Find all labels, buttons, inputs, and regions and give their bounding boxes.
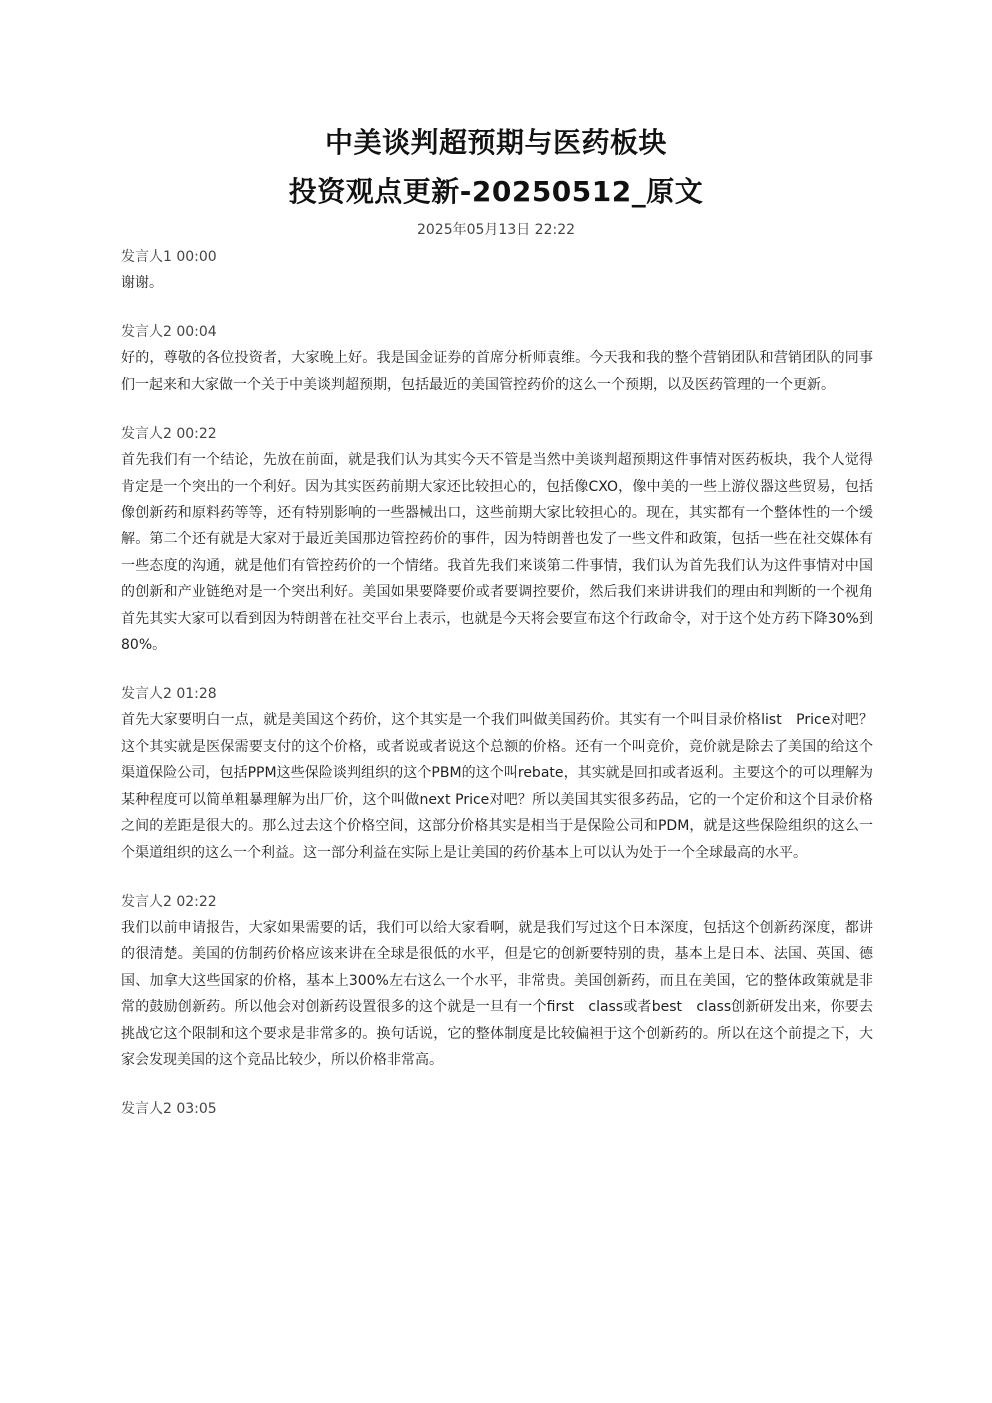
transcript-segment xyxy=(121,244,873,296)
speech-text: 谢谢。 xyxy=(121,275,163,291)
document-date: 2025年05月13日 22:22 xyxy=(416,222,576,238)
speech-text: 好的，尊敬的各位投资者，大家晚上好。我是国金证券的首席分析师袁维。今天我和我的整个营销团队和营销团队的同事们一起来和大家做一个关于中美谈判超预期，包括最近的美国管控药价的这么一个预期，以及医药管理的一个更新。 xyxy=(121,350,873,393)
speaker-timestamp: 发言人2 00:22 xyxy=(121,426,217,443)
transcript-segment xyxy=(121,889,873,1073)
transcript-segment xyxy=(121,319,873,398)
transcript-segment xyxy=(121,421,873,658)
speech-text: 我们以前申请报告，大家如果需要的话，我们可以给大家看啊，就是我们写过这个日本深度，包括这个创新药深度，都讲的很清楚。美国的仿制药价格应该来讲在全球是很低的水平，但是它的创新要特别的贵，基本上是日本、法国、英国、德国、加拿大这些国家的价格，基本上300%左右这么一个水平，非常贵。美国创新药，而且在美国，它的整体政策就是非常的鼓励创新药。所以他会对创新药设置很多的这个就是一旦有一个first class或者best class创新研发出来，你要去挑战它这个限制和这个要求是非常多的。换句话说，它的整体制度是比较偏袒于这个创新药的。所以在这个前提之下，大家会发现美国的这个竞品比较少，所以价格非常高。 xyxy=(121,919,873,1068)
speaker-timestamp: 发言人2 00:04 xyxy=(121,324,217,341)
transcript-segment xyxy=(121,681,873,865)
speaker-timestamp: 发言人1 00:00 xyxy=(121,249,217,265)
transcript-body xyxy=(121,244,873,1145)
speaker-timestamp: 发言人2 03:05 xyxy=(121,1101,217,1118)
document-title-line-2: 投资观点更新-20250512_原文 xyxy=(288,175,704,208)
transcript-segment xyxy=(121,1096,873,1122)
speaker-timestamp: 发言人2 02:22 xyxy=(121,893,217,910)
document-title-line-1: 中美谈判超预期与医药板块 xyxy=(324,126,667,159)
speech-text: 首先我们有一个结论，先放在前面，就是我们认为其实今天不管是当然中美谈判超预期这件事情对医药板块，我个人觉得肯定是一个突出的一个利好。因为其实医药前期大家还比较担心的，包括像CXO，像中美的一些上游仪器这些贸易，包括像创新药和原料药等等，还有特别影响的一些器械出口，这些前期大家比较担心的。现在，其实都有一个整体性的一个缓解。第二个还有就是大家对于最近美国那边管控药价的事件，因为特朗普也发了一些文件和政策，包括一些在社交媒体有一些态度的沟通，就是他们有管控药价的一个情绪。我首先我们来谈第二件事情，我们认为首先我们认为这件事情对中国的创新和产业链绝对是一个突出利好。美国如果要降要价或者要调控要价，然后我们来讲讲我们的理由和判断的一个视角首先其实大家可以看到因为特朗普在社交平台上表示，也就是今天将会要宣布这个行政命令，对于这个处方药下降30%到80%。 xyxy=(121,452,873,654)
speech-text: 首先大家要明白一点，就是美国这个药价，这个其实是一个我们叫做美国药价。其实有一个叫目录价格list Price对吧？这个其实就是医保需要支付的这个价格，或者说或者说这个总额的价格。还有一个叫竞价，竞价就是除去了美国的给这个渠道保险公司，包括PPM这些保险谈判组织的这个PBM的这个叫rebate，其实就是回扣或者返利。主要这个的可以理解为某种程度可以简单粗暴理解为出厂价，这个叫做next Price对吧？所以美国其实很多药品，它的一个定价和这个目录价格之间的差距是很大的。那么过去这个价格空间，这部分价格其实是相当于是保险公司和PDM，就是这些保险组织的这么一个渠道组织的这么一个利益。这一部分利益在实际上是让美国的药价基本上可以认为处于一个全球最高的水平。 xyxy=(121,712,873,861)
speaker-timestamp: 发言人2 01:28 xyxy=(121,686,217,703)
